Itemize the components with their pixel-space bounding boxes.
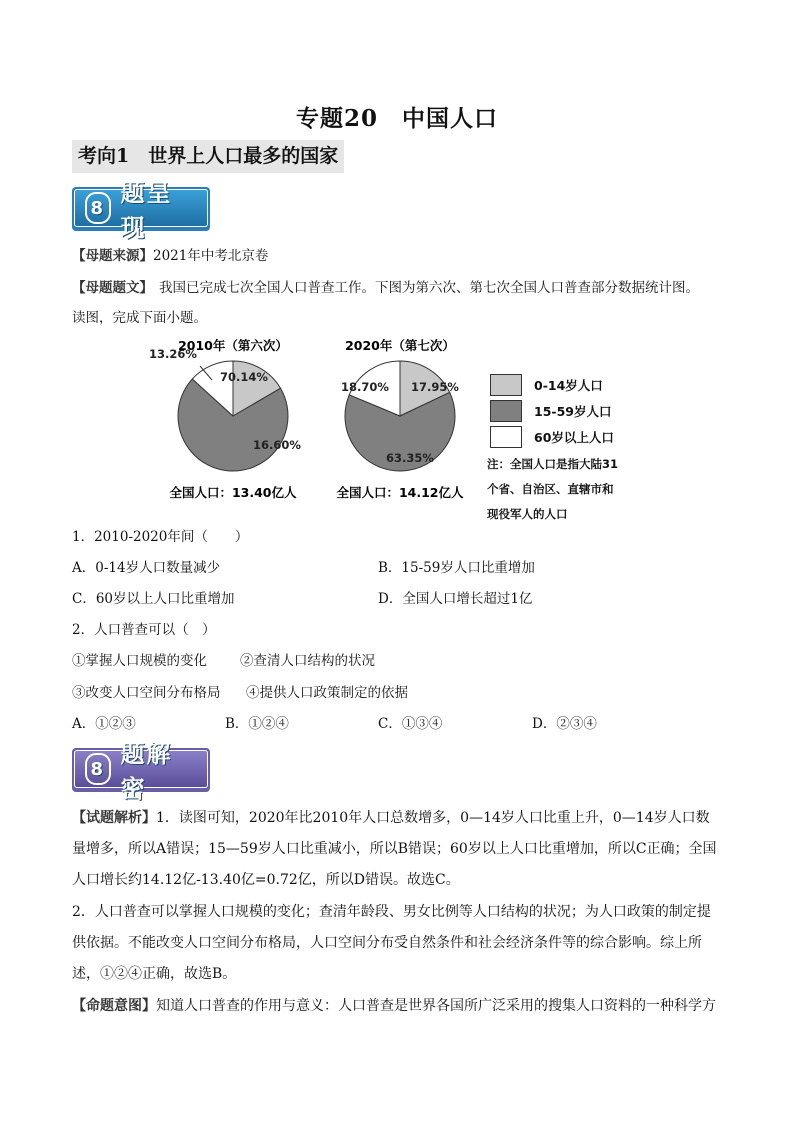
pie-data-label: 17.95% <box>411 380 459 394</box>
pie-data-label: 70.14% <box>220 370 268 384</box>
badge-icon: 8 <box>85 192 111 224</box>
legend-label: 0-14岁人口 <box>534 378 603 393</box>
q2-statement-4: ④提供人口政策制定的依据 <box>246 685 408 701</box>
banner-question <box>72 179 210 242</box>
source-text: 2021年中考北京卷 <box>153 248 269 264</box>
pie-data-label: 16.60% <box>253 438 301 452</box>
q1-option-c[interactable]: C．60岁以上人口比重增加 <box>72 591 235 607</box>
analysis-p2: 2．人口普查可以掌握人口规模的变化；查清年龄段、男女比例等人口结构的状况；为人口政策的制定提供依据。不能改变人口空间分布格局，人口空间分布受自然条件和社会经济条件等的综合影响。综上所述，①②④正确，故选B。 <box>72 904 711 982</box>
chart-note: 注：全国人口是指大陆31 个省、自治区、直辖市和 现役军人的人口 <box>487 457 619 521</box>
question-text-label: 【母题题文】 <box>72 280 153 296</box>
pie-data-label: 13.26% <box>149 347 197 361</box>
intent-text: 知道人口普查的作用与意义：人口普查是世界各国所广泛采用的搜集人口资料的一种科学方 <box>156 998 716 1014</box>
banner-question-label: 题呈现 <box>120 179 173 242</box>
pie-title: 2010年（第六次） <box>178 338 288 353</box>
banner-answer <box>72 740 210 803</box>
analysis-p1 <box>72 803 722 896</box>
q2-option-b[interactable]: B．①②④ <box>225 716 289 732</box>
source-line <box>72 246 268 266</box>
q2-stem: 2．人口普查可以（ ） <box>72 622 216 638</box>
page-title: 专题20 中国人口 <box>295 105 498 132</box>
legend-swatch <box>490 374 522 396</box>
q1-stem: 1．2010-2020年间（ ） <box>72 529 249 545</box>
pie-caption: 全国人口：13.40亿人 <box>169 485 297 500</box>
question-text-line2: 读图，完成下面小题。 <box>72 310 207 326</box>
legend-item <box>490 398 614 424</box>
q2-option-c[interactable]: C．①③④ <box>378 716 443 732</box>
intent-paragraph <box>72 991 722 1022</box>
legend-label: 60岁以上人口 <box>534 430 614 445</box>
section-heading: 考向1 世界上人口最多的国家 <box>72 140 344 173</box>
intent-label: 【命题意图】 <box>72 998 156 1014</box>
question-text-body: 我国已完成七次全国人口普查工作。下图为第六次、第七次全国人口普查部分数据统计图。 <box>159 280 699 296</box>
legend-item <box>490 424 614 450</box>
analysis-label: 【试题解析】 <box>72 810 156 826</box>
legend-swatch <box>490 426 522 448</box>
pie-chart-svg <box>149 330 464 525</box>
q2-option-d[interactable]: D．②③④ <box>532 716 597 732</box>
legend <box>490 372 614 450</box>
badge-icon: 8 <box>85 753 111 785</box>
banner-answer-label: 题解密 <box>120 740 173 803</box>
legend-swatch <box>490 400 522 422</box>
question-text-line <box>72 278 699 298</box>
pie-data-label: 63.35% <box>386 451 434 465</box>
q2-statement-2: ②查清人口结构的状况 <box>240 653 375 669</box>
analysis-text: 1．读图可知，2020年比2010年人口总数增多，0—14岁人口比重上升，0—14岁人口数量增多，所以A错误；15—59岁人口比重减小，所以B错误；60岁以上人口比重增加，所以C正确；全国人口增长约14.12亿-13.40亿=0.72亿，所以D错误。故选C。 <box>72 810 717 888</box>
q1-option-a[interactable]: A．0-14岁人口数量减少 <box>72 560 221 576</box>
legend-item <box>490 372 614 398</box>
pie-caption: 全国人口：14.12亿人 <box>336 485 464 500</box>
q2-option-a[interactable]: A．①②③ <box>72 716 136 732</box>
pie-title: 2020年（第七次） <box>345 338 455 353</box>
source-label: 【母题来源】 <box>72 248 153 264</box>
q1-option-b[interactable]: B．15-59岁人口比重增加 <box>378 560 535 576</box>
q1-option-d[interactable]: D．全国人口增长超过1亿 <box>378 591 533 607</box>
pie-charts <box>149 330 640 525</box>
q2-statement-1: ①掌握人口规模的变化 <box>72 653 207 669</box>
pie-data-label: 18.70% <box>341 380 389 394</box>
q2-statement-3: ③改变人口空间分布格局 <box>72 685 221 701</box>
legend-label: 15-59岁人口 <box>534 404 612 419</box>
